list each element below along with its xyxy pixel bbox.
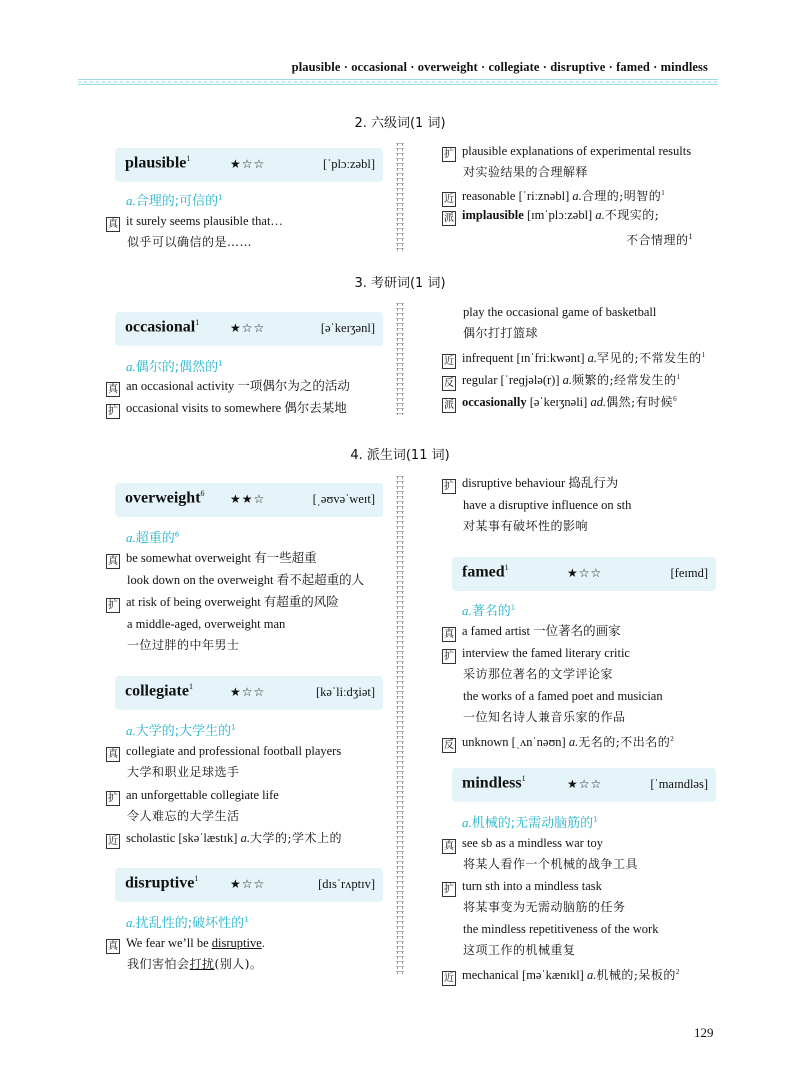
example-line: 扩 turn sth into a mindless task xyxy=(444,879,602,895)
phonetic: [ˈplɔːzəbl] xyxy=(322,157,375,171)
headword-box-collegiate xyxy=(115,676,383,710)
star-rating: ★☆☆ xyxy=(230,321,266,335)
headword: disruptive$^1$ xyxy=(125,874,199,892)
antonym-line: 反 unknown [ˌʌnˈnəʊn] a.无名的;不出名的$^2$ xyxy=(444,735,674,752)
headword: famed$^1$ xyxy=(462,563,509,581)
sense-collegiate: a.大学的;大学生的$^1$ xyxy=(126,723,236,739)
column-divider xyxy=(396,143,404,253)
real-exam-mark: 真 xyxy=(108,384,118,395)
real-exam-mark: 真 xyxy=(444,841,454,852)
example-translation: 令人难忘的大学生活 xyxy=(127,809,240,823)
example-line: 真 it surely seems plausible that… xyxy=(108,214,283,230)
column-divider xyxy=(396,476,404,976)
extend-mark: 扩 xyxy=(108,793,118,804)
example-line: the works of a famed poet and musician xyxy=(463,689,663,703)
header-rule xyxy=(78,79,718,85)
star-rating: ★☆☆ xyxy=(230,157,266,171)
sense-mindless: a.机械的;无需动脑筋的$^1$ xyxy=(462,815,598,831)
example-translation: 一位过胖的中年男士 xyxy=(127,638,240,652)
sense-disruptive: a.扰乱性的;破坏性的$^1$ xyxy=(126,915,249,931)
example-translation: 将某事变为无需动脑筋的任务 xyxy=(463,900,626,914)
example-translation: 我们害怕会打扰(别人)。 xyxy=(127,957,263,971)
headword: collegiate$^1$ xyxy=(125,682,193,700)
section-title-kaoyan: 3. 考研词(1 词) xyxy=(354,276,446,291)
example-line: 扩 interview the famed literary critic xyxy=(444,646,630,662)
headword-box-disruptive xyxy=(115,868,383,902)
headword: overweight$^6$ xyxy=(125,489,205,507)
example-line: 扩 at risk of being overweight 有超重的风险 xyxy=(108,595,339,611)
example-line: play the occasional game of basketball xyxy=(463,305,657,319)
headword-box-plausible xyxy=(115,148,383,182)
example-line: 扩 an unforgettable collegiate life xyxy=(108,788,279,804)
example-line: 扩 disruptive behaviour 捣乱行为 xyxy=(444,476,619,492)
example-line: 真 a famed artist 一位著名的画家 xyxy=(444,624,621,640)
example-translation: 采访那位著名的文学评论家 xyxy=(463,667,614,681)
headword: mindless$^1$ xyxy=(462,774,526,792)
real-exam-mark: 真 xyxy=(108,556,118,567)
antonym-mark: 反 xyxy=(444,378,454,390)
example-line: 真 an occasional activity 一项偶尔为之的活动 xyxy=(108,379,350,395)
real-exam-mark: 真 xyxy=(108,219,118,230)
synonym-line: 近 infrequent [ɪnˈfriːkwənt] a.罕见的;不常发生的$^1$ xyxy=(444,351,706,368)
extend-mark: 扩 xyxy=(444,651,454,662)
phonetic: [dɪsˈrʌptɪv] xyxy=(318,877,375,891)
headword-box-mindless xyxy=(452,768,716,802)
example-line: 扩 occasional visits to somewhere 偶尔去某地 xyxy=(108,401,347,417)
headword-box-famed xyxy=(452,557,716,591)
synonym-line: 近 reasonable [ˈriːznəbl] a.合理的;明智的$^1$ xyxy=(444,189,665,206)
star-rating: ★★☆ xyxy=(230,492,266,506)
section-title-cet6: 2. 六级词(1 词) xyxy=(354,116,446,131)
synonym-mark: 近 xyxy=(444,194,454,206)
example-line: 扩 plausible explanations of experimental results xyxy=(444,144,692,160)
example-translation: 似乎可以确信的是…… xyxy=(127,235,253,249)
extend-mark: 扩 xyxy=(444,884,454,895)
headword-box-overweight xyxy=(115,483,383,517)
headword: occasional$^1$ xyxy=(125,318,200,336)
headword: plausible$^1$ xyxy=(125,154,191,172)
star-rating: ★☆☆ xyxy=(567,777,603,791)
antonym-line: 反 regular [ˈreɡjələ(r)] a.频繁的;经常发生的$^1$ xyxy=(444,373,681,390)
real-exam-mark: 真 xyxy=(444,629,454,640)
extend-mark: 扩 xyxy=(444,481,454,492)
real-exam-mark: 真 xyxy=(108,941,118,952)
example-line: 真 be somewhat overweight 有一些超重 xyxy=(108,551,317,567)
headword-box-occasional xyxy=(115,312,383,346)
extend-mark: 扩 xyxy=(444,149,454,160)
synonym-mark: 近 xyxy=(444,356,454,368)
example-translation: 对实验结果的合理解释 xyxy=(463,165,589,179)
example-line: 真 We fear we’ll be disruptive. xyxy=(108,936,265,952)
sense-overweight: a.超重的$^6$ xyxy=(126,530,180,546)
column-divider xyxy=(396,303,404,415)
phonetic: [kəˈliːdʒiət] xyxy=(316,685,375,699)
example-translation: 对某事有破坏性的影响 xyxy=(463,519,589,533)
star-rating: ★☆☆ xyxy=(230,685,266,699)
derivative-line: 派 occasionally [əˈkeɪʒnəli] ad.偶然;有时候$^6$ xyxy=(444,395,677,412)
star-rating: ★☆☆ xyxy=(230,877,266,891)
section-title-derivatives: 4. 派生词(11 词) xyxy=(350,448,450,463)
antonym-mark: 反 xyxy=(444,740,454,752)
example-translation: 大学和职业足球选手 xyxy=(127,765,240,779)
synonym-mark: 近 xyxy=(108,836,118,847)
page-number: 129 xyxy=(694,1025,714,1040)
derivative-translation: 不合情理的$^1$ xyxy=(626,233,694,247)
running-head: plausible · occasional · overweight · collegiate · disruptive · famed · mindless xyxy=(291,60,708,74)
example-translation: 这项工作的机械重复 xyxy=(463,943,576,957)
star-rating: ★☆☆ xyxy=(567,566,603,580)
example-translation: 一位知名诗人兼音乐家的作品 xyxy=(463,710,626,724)
synonym-mark: 近 xyxy=(444,973,454,985)
sense-famed: a.著名的$^1$ xyxy=(462,603,516,619)
example-line: look down on the overweight 看不起超重的人 xyxy=(127,573,365,587)
example-line: have a disruptive influence on sth xyxy=(463,498,632,512)
sense-occasional: a.偶尔的;偶然的$^1$ xyxy=(126,359,223,375)
phonetic: [feɪmd] xyxy=(670,566,708,580)
real-exam-mark: 真 xyxy=(108,749,118,760)
extend-mark: 扩 xyxy=(108,600,118,611)
derivative-mark: 派 xyxy=(444,400,454,412)
example-line: the mindless repetitiveness of the work xyxy=(463,922,659,936)
example-translation: 偶尔打打篮球 xyxy=(463,326,539,340)
example-translation: 将某人看作一个机械的战争工具 xyxy=(463,857,639,871)
example-line: 真 collegiate and professional football players xyxy=(108,744,342,760)
sense-plausible: a.合理的;可信的$^1$ xyxy=(126,193,223,209)
synonym-line: 近 scholastic [skəˈlæstɪk] a.大学的;学术上的 xyxy=(108,831,342,847)
extend-mark: 扩 xyxy=(108,406,118,417)
phonetic: [əˈkeɪʒənl] xyxy=(320,321,375,335)
derivative-line: 派 implausible [ɪmˈplɔːzəbl] a.不现实的; xyxy=(444,208,660,224)
derivative-mark: 派 xyxy=(444,213,454,224)
synonym-line: 近 mechanical [məˈkænɪkl] a.机械的;呆板的$^2$ xyxy=(444,968,680,985)
phonetic: [ˈmaɪndləs] xyxy=(650,777,708,791)
example-line: 真 see sb as a mindless war toy xyxy=(444,836,603,852)
phonetic: [ˌəʊvəˈweɪt] xyxy=(312,492,375,506)
example-line: a middle-aged, overweight man xyxy=(127,617,286,631)
